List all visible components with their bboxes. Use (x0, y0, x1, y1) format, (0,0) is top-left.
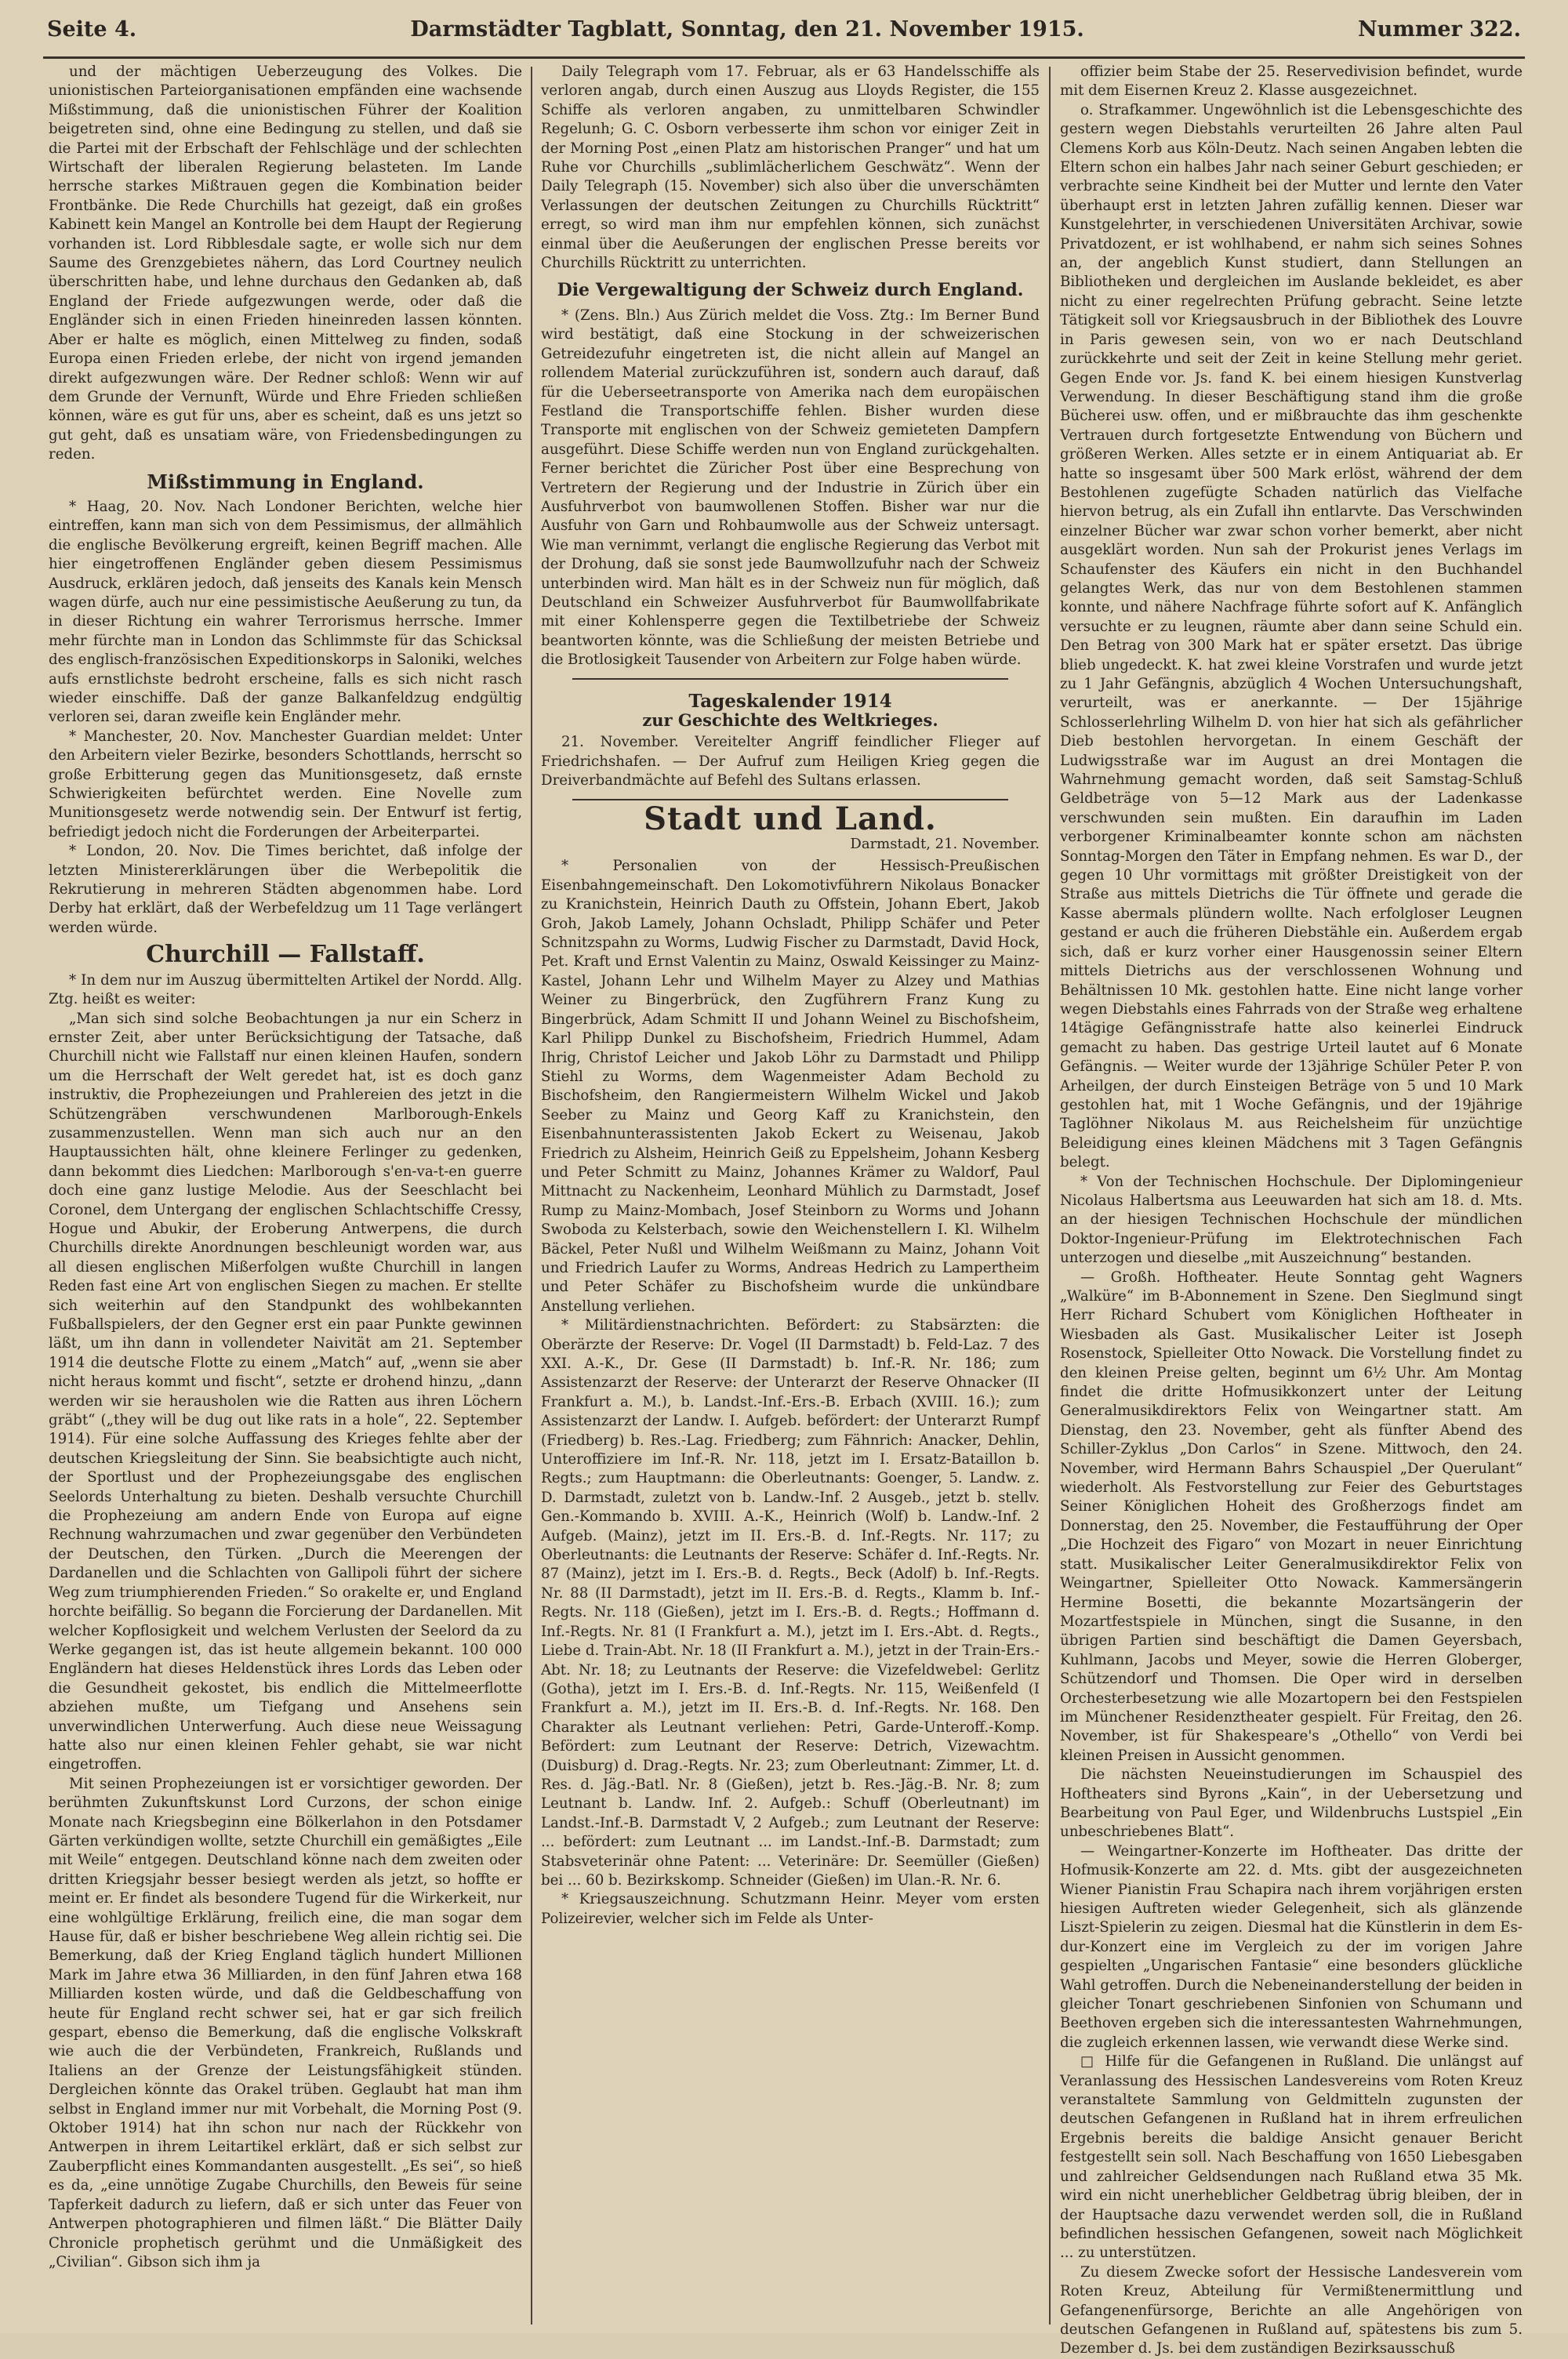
paragraph: * In dem nur im Auszug übermittelten Artikel der Nordd. Allg. Ztg. heißt es weiter: (49, 971, 522, 1008)
paragraph: Mit seinen Prophezeiungen ist er vorsichtiger geworden. Der berühmten Zukunftskunst Lord Curzons, der schon einige Monate nach Kriegsbeginn eine Bölkerlahon in den Potsdamer Gärten verkündigen wollte, setzte Churchill ein gemäßigtes „Eile mit Weile“ entgegen. Deutschland könne nach dem zweiten oder dritten Kriegsjahr besser besiegt werden als jetzt, so hoffte er meint er. Er findet als besondere Tugend für die Wirkerkeit, nur eine wohlgültige Erklärung, freilich eine, die man sogar dem Hause für, daß er bisher beschriebene Weg allein richtig sei. Die Bemerkung, daß der Krieg England täglich hundert Millionen Mark im Jahre etwa 36 Milliarden, in den fünf Jahren etwa 168 Milliarden kosten würde, und daß die Geldbeschaffung von heute für England recht schwer sei, hat er gar sich freilich gespart, ebenso die Bemerkung, daß die englische Volkskraft wie auch die der Verbündeten, Frankreich, Rußlands und Italiens an der Grenze der Leistungsfähigkeit stünden. Dergleichen könnte das Orakel trüben. Geglaubt hat man ihm selbst in England immer nur mit Vorbehalt, die Morning Post (9. Oktober 1914) hat ihn schon nur nach der Rückkehr von Antwerpen in ihrem Leitartikel erklärt, daß er sich selbst zur Zauberpflicht eines Kommandanten ausgestellt. „Es sei“, so hieß es da, „eine unnötige Zugabe Churchills, den Beweis für seine Tapferkeit dadurch zu liefern, daß er sich unter das Feuer von Antwerpen photographieren und filmen läßt.“ Die Blätter Daily Chronicle prophetisch gerühmt und die Unmäßigkeit des „Civilian“. Gibson sich ihm ja (49, 1775, 522, 2270)
paragraph: * Militärdienstnachrichten. Befördert: zu Stabsärzten: die Oberärzte der Reserve: Dr. Vogel (II Darmstadt) b. Feld-Laz. 7 des XXI. A.-K., Dr. Gese (II Darmstadt) b. Inf.-R. Nr. 186; zum Assistenzarzt der Reserve: der Unterarzt der Reserve Ohnacker (II Frankfurt a. M.), b. Landst.-Inf.-Ers.-B. Erbach (XVIII. 16.); zum Assistenzarzt der Landw. I. Aufgeb. befördert: der Unterarzt Rumpf (Friedberg) b. Res.-Lag. Friedberg; zum Fähnrich: Anacker, Dehlin, Unteroffiziere im Inf.-R. Nr. 118, jetzt im I. Ersatz-Bataillon b. Regts.; zum Hauptmann: die Oberleutnants: Goenger, 5. Landw. z. D. Darmstadt, zuletzt von b. Landw.-Inf. 2 Ausgeb., jetzt b. stellv. Gen.-Kommando b. XVIII. A.-K., Heinrich (Wolf) b. Landw.-Inf. 2 Aufgeb. (Mainz), jetzt im II. Ers.-B. d. Inf.-Regts. Nr. 117; zu Oberleutnants: die Leutnants der Reserve: Schäfer d. Inf.-Regts. Nr. 87 (Mainz), jetzt im I. Ers.-B. d. Regts., Beck (Adolf) b. Inf.-Regts. Nr. 88 (II Darmstadt), jetzt im II. Ers.-B. d. Regts., Klamm b. Inf.-Regts. Nr. 118 (Gießen), jetzt im I. Ers.-B. d. Regts.; Hoffmann d. Inf.-Regts. Nr. 81 (I Frankfurt a. M.), jetzt im I. Ers.-Abt. d. Regts., Liebe d. Train-Abt. Nr. 18 (II Frankfurt a. M.), jetzt in der Train-Ers.-Abt. Nr. 18; zu Leutnants der Reserve: die Vizefeldwebel: Gerlitz (Gotha), jetzt im I. Ers.-B. d. Inf.-Regts. Nr. 115, Weißenfeld (I Frankfurt a. M.), jetzt im II. Ers.-B. d. Inf.-Regts. Nr. 168. Den Charakter als Leutnant verliehen: Petri, Garde-Unteroff.-Komp. Befördert: zum Leutnant der Reserve: Detrich, Vizewachtm. (Duisburg) d. Drag.-Regts. Nr. 23; zum Oberleutnant: Zimmer, Lt. d. Res. d. Jäg.-Batl. Nr. 8 (Gießen), jetzt b. Res.-Jäg.-B. Nr. 8; zum Leutnant b. Landw. Inf. 2. Aufgeb.: Schuff (Oberleutnant) im Landst.-Inf.-B. Darmstadt V, 2 Aufgeb.; zum Leutnant der Reserve: ... befördert: zum Leutnant ... im Landst.-Inf.-B. Darmstadt; zum Stabsveterinär ohne Patent: ... Veterinäre: Dr. Seemüller (Gießen) bei ... 60 b. Bezirkskomp. Schneider (Gießen) im Ulan.-R. Nr. 6. (541, 1317, 1040, 1889)
paragraph: Die nächsten Neueinstudierungen im Schauspiel des Hoftheaters sind Byrons „Kain“, in der Uebersetzung und Bearbeitung von Paul Eger, und Wildenbruchs Lustspiel „Ein unbeschriebenes Blatt“. (1060, 1766, 1523, 1841)
paragraph: „Man sich sind solche Beobachtungen ja nur ein Scherz in ernster Zeit, aber unter Berücksichtigung der Tatsache, daß Churchill nicht wie Fallstaff nur einen kleinen Haufen, sondern um die Herrschaft der Welt geredet hat, ist es doch ganz instruktiv, die Prophezeiungen und Prahlereien des jetzt in die Schützengräben verschwundenen Marlborough-Enkels zusammenzustellen. Wenn man sich auch nur an den Hauptaussichten hält, ohne kleinere Ferlinger zu gedenken, dann bekommt dies Liedchen: Marlborough s'en-va-t-en guerre doch eine ganz lustige Melodie. Aus der Seeschlacht bei Coronel, dem Untergang der englischen Schlachtschiffe Cressy, Hogue und Abukir, der Eroberung Antwerpens, die durch Churchills direkte Anordnungen beschleunigt worden war, aus all diesen englischen Mißerfolgen wußte Churchill in langen Reden fast eine Art von englischen Siegen zu machen. Er stellte sich weiterhin auf den Standpunkt des wohlbekannten Fußballspielers, der den Gegner erst ein paar Punkte gewinnen läßt, um ihn dann in vollendeter Naivität am 21. September 1914 die deutsche Flotte zu einem „Match“ auf, „wenn sie aber nicht heraus kommt und fischt“, setzte er drohend hinzu, „dann werden wir sie herausholen wie die Ratten aus ihren Löchern gräbt“ („they will be dug out like rats in a hole“, 22. September 1914). Für eine solche Auffassung des Krieges fehlte aber der deutschen Kriegsleitung der Sinn. Sie beabsichtigte auch nicht, der Sportlust und der Prophezeiungsgabe des englischen Seelords Unterhaltung zu bieten. Deshalb versuchte Churchill die Prophezeiung am andern Ende von Europa auf eigne Rechnung wahrzumachen und zwar gegenüber den Verbündeten der Deutschen, den Türken. „Durch die Meerengen der Dardanellen und die Schlachten von Gallipoli führt der sichere Weg zum triumphierenden Frieden.“ So orakelte er, und England horchte beifällig. So begann die Forcierung der Dardanellen. Mit welcher Kopflosigkeit und welchem Verlusten der Seelord da zu Werke gegangen ist, das ist heute allgemein bekannt. 100 000 Engländern hat dieses Heldenstück ihres Lords das Leben oder die Gesundheit gekostet, bis endlich die Mittelmeerflotte abziehen mußte, um Tiefgang und Ansehens sein unverwindlichen Unterwerfung. Auch diese neue Weissagung hatte also nur einen kleinen Fehler gehabt, sie war nicht eingetroffen. (49, 1010, 522, 1773)
article-heading: Churchill — Fallstaff. (146, 941, 425, 969)
calendar-subtitle: zur Geschichte des Weltkrieges. (642, 710, 938, 730)
paragraph: * Haag, 20. Nov. Nach Londoner Berichten, welche hier eintreffen, kann man sich von dem Pessimismus, der allmählich die englische Bevölkerung ergreift, keinen Begriff machen. Alle hier eingetroffenen Engländer geben diesem Pessimismus Ausdruck, erklären jedoch, daß jenseits des Kanals kein Mensch wagen dürfe, auch nur eine pessimistische Aeußerung zu tun, da in dieser Richtung ein wahrer Terrorismus herrsche. Immer mehr fürchte man in London das Schlimmste für das Schicksal des englisch-französischen Expeditionskorps in Saloniki, welches aufs ernstlichste bedroht erscheine, falls es sich nicht rasch wieder einschiffe. Daß der ganze Balkanfeldzug endgültig verloren sei, daran zweifle kein Engländer mehr. (49, 498, 522, 726)
paragraph: □ Hilfe für die Gefangenen in Rußland. Die unlängst auf Veranlassung des Hessischen Landesvereins vom Roten Kreuz veranstaltete Sammlung von Geldmitteln zugunsten der deutschen Gefangenen in Rußland hat in ihrem erfreulichen Ergebnis bereits die baldige Ansicht genauer Bericht festgestellt sein soll. Nach Beschaffung von 1650 Liebesgaben und zahlreicher Geldsendungen nach Rußland etwa 35 Mk. wird ein nicht unerheblicher Geldbetrag übrig bleiben, der in der Hauptsache dazu verwendet werden soll, die in Rußland befindlichen hessischen Gefangenen, soweit nach Möglichkeit ... zu unterstützen. (1060, 2053, 1523, 2262)
masthead: Darmstädter Tagblatt, Sonntag, den 21. November 1915. (410, 17, 1084, 42)
paragraph: — Großh. Hoftheater. Heute Sonntag geht Wagners „Walküre“ im B-Abonnement in Szene. Den Sieglmund singt Herr Richard Schubert vom Königlichen Hoftheater in Wiesbaden als Gast. Musikalischer Leiter ist Joseph Rosenstock, Spielleiter Otto Nowack. Die Vorstellung findet zu den kleinen Preise gelten, beginnt um 6½ Uhr. Am Montag findet die dritte Hofmusikkonzert unter der Leitung Generalmusikdirektors Felix von Weingartner statt. Am Dienstag, den 23. November, geht als fünfter Abend des Schiller-Zyklus „Don Carlos“ in Szene. Mittwoch, den 24. November, wird Hermann Bahrs Schauspiel „Der Querulant“ wiederholt. Als Festvorstellung zur Feier des Geburtstages Seiner Königlichen Hoheit des Großherzogs findet am Donnerstag, den 25. November, die Festaufführung der Oper „Die Hochzeit des Figaro“ von Mozart in neuer Einrichtung statt. Musikalischer Leiter Generalmusikdirektor Felix von Weingartner, Spielleiter Otto Nowack. Kammersängerin Hermine Bosetti, die bekannte Mozartsängerin der Mozartfestspiele in München, singt die Susanne, in den übrigen Partien sind beschäftigt die Damen Geyersbach, Kuhlmann, Jacobs und Meyer, sowie die Herren Globerger, Schützendorf und Thomsen. Die Oper wird in derselben Orchesterbesetzung wie alle Mozartopern bei den Festspielen im Münchener Residenztheater gespielt. Für Freitag, den 26. November, ist für Shakespeare's „Othello“ von Verdi bei kleinen Preisen in Aussicht genommen. (1060, 1268, 1523, 1764)
issue-number: Nummer 322. (1357, 17, 1521, 42)
calendar-title: Tageskalender 1914 (688, 690, 892, 712)
paragraph: * Kriegsauszeichnung. Schutzmann Heinr. Meyer vom ersten Polizeirevier, welcher sich im Felde als Unter- (541, 1891, 1040, 1927)
column-1 (49, 63, 522, 2328)
paragraph: * London, 20. Nov. Die Times berichtet, daß infolge der letzten Ministererklärungen über die Werbepolitik die Rekrutierung in mehreren Städten abgenommen habe. Lord Derby hat erklärt, daß der Werbefeldzug um 11 Tage verlängert werden würde. (49, 843, 522, 936)
paragraph: offizier beim Stabe der 25. Reservedivision befindet, wurde mit dem Eisernen Kreuz 2. Klasse ausgezeichnet. (1060, 64, 1523, 100)
paragraph: 21. November. Vereitelter Angriff feindlicher Flieger auf Friedrichshafen. — Der Aufruf zum Heiligen Krieg gegen die Dreiverbandmächte auf Befehl des Sultans erlassen. (541, 734, 1040, 789)
article-heading: Mißstimmung in England. (147, 470, 424, 493)
daily-calendar (541, 692, 1040, 731)
column-divider (1049, 67, 1051, 2325)
header-rule (43, 56, 1525, 59)
section-title: Stadt und Land. (644, 800, 937, 837)
article-heading: Die Vergewaltigung der Schweiz durch England. (557, 280, 1024, 301)
paragraph: * Manchester, 20. Nov. Manchester Guardian meldet: Unter den Arbeitern vieler Bezirke, besonders Schottlands, herrscht so große Erbitterung gegen das Munitionsgesetz, daß ernste Schwierigkeiten befürchtet werden. Eine Novelle zum Munitionsgesetz werde notwendig sein. Der Entwurf ist fertig, befriedigt jedoch nicht die Forderungen der Arbeiterpartei. (49, 728, 522, 840)
section-rule (572, 678, 1008, 680)
dateline: Darmstadt, 21. November. (850, 836, 1040, 853)
column-divider (531, 67, 532, 2325)
paragraph: Daily Telegraph vom 17. Februar, als er 63 Handelsschiffe als verloren angab, durch einen Auszug aus Lloyds Register, die 155 Schiffe als verloren angaben, zu unmittelbaren Schwindler Regelunh; G. C. Osborn verbesserte ihm schon vor einiger Zeit in der Morning Post „einen Platz am historischen Pranger“ und hat um Ruhe vor Churchills „sublimlächerlichem Geschwätz“. Wenn der Daily Telegraph (15. November) sich also über die unverschämten Verlassungen der deutschen Zeitungen zu Churchills Rücktritt“ erregt, so wird man ihm nur empfehlen können, sich zunächst einmal über die Aeußerungen der englischen Presse bereits vor Churchills Rücktritt zu unterrichten. (541, 64, 1040, 272)
column-2 (541, 63, 1040, 2328)
page-header (47, 17, 1521, 56)
paragraph: * Personalien von der Hessisch-Preußischen Eisenbahngemeinschaft. Den Lokomotivführern Nikolaus Bonacker zu Kranichstein, Heinrich Dauth zu Offstein, Johann Ebert, Jakob Groh, Jakob Lamely, Johann Ochsladt, Philipp Schäfer und Peter Schnitzspahn zu Worms, Ludwig Fischer zu Darmstadt, David Hock, Pet. Kraft und Ernst Valentin zu Mainz, Oswald Keissinger zu Mainz-Kastel, Johann Lehr und Wilhelm Mayer zu Alzey und Mathias Weiner zu Bingerbrück, den Zugführern Franz Kung zu Bingerbrück, Adam Schmitt II und Johann Weinel zu Bischofsheim, Karl Philipp Dunkel zu Bischofsheim, Friedrich Hummel, Adam Ihrig, Christof Leicher und Jakob Löhr zu Darmstadt und Philipp Stiehl zu Worms, dem Wagenmeister Adam Bechold zu Bischofsheim, den Rangiermeistern Wilhelm Wickel und Jakob Seeber zu Mainz und Georg Kaff zu Kranichstein, den Eisenbahnunterassistenten Jakob Eckert zu Weisenau, Jakob Friedrich zu Alsheim, Heinrich Geiß zu Eppelsheim, Johann Kesberg und Peter Schmitt zu Mainz, Johannes Krämer zu Waldorf, Paul Mittnacht zu Nackenheim, Leonhard Mühlich zu Darmstadt, Josef Rump zu Mainz-Mombach, Josef Steinborn zu Worms und Johann Swoboda zu Kelsterbach, sowie den Weichenstellern I. Kl. Wilhelm Bäckel, Peter Nußl und Wilhelm Weißmann zu Mainz, Johann Voit und Friedrich Laufer zu Worms, Andreas Hedrich zu Lampertheim und Peter Schäfer zu Bischofsheim wurde die unkündbare Anstellung verliehen. (541, 858, 1040, 1315)
paragraph: o. Strafkammer. Ungewöhnlich ist die Lebensgeschichte des gestern wegen Diebstahls verurteilten 26 Jahre alten Paul Clemens Korb aus Köln-Deutz. Nach seinen Angaben lebten die Eltern schon ein halbes Jahr nach seiner Geburt geschieden; er verbrachte seine Kindheit bei der Mutter und lernte den Vater überhaupt erst in letzten Jahren zufällig kennen. Dieser war Kunstgelehrter, in verschiedenen Universitäten Archivar, sowie Privatdozent, er ist wohlhabend, er nahm sich seines Sohnes an, der angeblich Kunst studiert, dann Stellungen an Bibliotheken und dergleichen im Auslande bekleidet, es aber nicht zu einer regelrechten Prüfung gebracht. Seine letzte Tätigkeit soll vor Kriegsausbruch in der Bibliothek des Louvre in Paris gewesen sein, von wo er nach Deutschland zurückkehrte und seit der Zeit in keine Stellung mehr geriet. Gegen Ende vor. Js. fand K. bei einem hiesigen Kunstverlag Verwendung. In dieser Beschäftigung stand ihm die große Bücherei usw. offen, und er mißbrauchte das ihm geschenkte Vertrauen durch fortgesetzte Entwendung von Büchern und größeren Werken. Alles setzte er in einem Antiquariat ab. Er hatte so insgesamt über 500 Mark erlöst, während der dem Bestohlenen zugefügte Schaden natürlich das Vielfache hiervon betrug, als ein Zufall ihn entlarvte. Das Verschwinden einzelner Bücher war zwar schon vorher bemerkt, aber nicht ausgeklärt worden. Nun sah der Prokurist jenes Verlags im Schaufenster des Käufers ein nicht in den Buchhandel gelangtes Werk, das nur von dem Bestohlenen stammen konnte, und nähere Nachfrage führte sofort auf K. Anfänglich versuchte er zu leugnen, räumte aber dann seine Schuld ein. Den Betrag von 300 Mark hat er später ersetzt. Das übrige blieb ungedeckt. K. hat zwei kleine Vorstrafen und wurde jetzt zu 1 Jahr Gefängnis, abzüglich 4 Wochen Untersuchungshaft, verurteilt, was er anerkannte. — Der 15jährige Schlosserlehrling Wilhelm D. von hier hat sich als gefährlicher Dieb bestohlen hervorgetan. In einem Geschäft der Ludwigsstraße war im August an drei Montagen die Wahrnehmung gemacht worden, daß seit Samstag-Schluß Geldbeträge von 5—12 Mark aus der Ladenkasse verschwunden sein mußten. Ein daraufhin im Laden verborgener Kriminalbeamter konnte schon am nächsten Sonntag-Morgen den Täter in Empfang nehmen. Es war D., der gegen 10 Uhr vormittags mit größter Dreistigkeit von der Straße aus mittels Dietrichs die Tür öffnete und gerade die Kasse abermals plündern wollte. Nach erfolgloser Leugnen gestand er auch die früheren Diebstähle ein. Außerdem ergab sich, daß er kurz vorher einer Hausgenossin seiner Eltern mittels Dietrichs aus der verschlossenen Wohnung und Behältnissen 10 Mk. gestohlen hatte. Eine nicht lange vorher wegen Diebstahls eines Fahrrads von der Straße weg erhaltene 14tägige Gefängnisstrafe hatte also keinerlei Eindruck gemacht zu haben. Das gestrige Urteil lautet auf 6 Monate Gefängnis. — Weiter wurde der 13jährige Schüler Peter P. von Arheilgen, der durch Einsteigen Beträge von 5 und 10 Mark gestohlen hat, mit 1 Woche Gefängnis, und der 19jährige Taglöhner Nikolaus M. aus Reichelsheim für unzüchtige Beleidigung eines kleinen Mädchens mit 3 Tagen Gefängnis belegt. (1060, 101, 1523, 1171)
paragraph: und der mächtigen Ueberzeugung des Volkes. Die unionistischen Parteiorganisationen empfänden eine wachsende Mißstimmung, daß die unionistischen Führer der Koalition beigetreten sind, ohne eine Bedingung zu stellen, und daß sie die Partei mit der Erbschaft der Fehlschläge und der schlechten Wirtschaft der liberalen Regierung belasteten. Im Lande herrsche starkes Mißtrauen gegen die Kombination beider Frontbänke. Die Rede Churchills hat gezeigt, daß ein großes Kabinett kein Mangel an Kontrolle bei dem Haupt der Regierung vorhanden ist. Lord Ribblesdale sagte, er wolle sich nur dem Saume des Grenzgebietes nähern, das Lord Courtney neulich überschritten habe, und lehne durchaus den Gedanken ab, daß England der Friede aufgezwungen werde, oder daß die Engländer sich in einen Frieden hineinreden lassen könnten. Aber er halte es möglich, einen Mittelweg zu finden, sodaß Europa einen Frieden erlebe, der nicht von irgend jemanden direkt aufgezwungen wäre. Der Redner schloß: Wenn wir auf dem Grunde der Vernunft, Würde und Ehre Frieden schließen können, wäre es gut für uns, aber es scheint, daß es uns jetzt so gut geht, daß es unsatiam wäre, von Friedensbedingungen zu reden. (49, 64, 522, 463)
paragraph: * (Zens. Bln.) Aus Zürich meldet die Voss. Ztg.: Im Berner Bund wird bestätigt, daß eine Stockung in der schweizerischen Getreidezufuhr eingetreten ist, die nicht allein auf Mangel an rollendem Material zurückzuführen ist, sondern auch darauf, daß für die Ueberseetransporte von Amerika nach dem europäischen Festland die Transportschiffe fehlen. Bisher wurden diese Transporte mit englischen von der Schweiz gemieteten Dampfern ausgeführt. Diese Schiffe werden nun von England zurückgehalten. Ferner berichtet die Züricher Post über eine Besprechung von Vertretern der Regierung und der Industrie in Zürich über ein Ausfuhrverbot von baumwollenen Stoffen. Bisher war nur die Ausfuhr von Garn und Rohbaumwolle aus der Schweiz untersagt. Wie man vernimmt, verlangt die englische Regierung das Verbot mit der Drohung, daß sie sonst jede Baumwollzufuhr nach der Schweiz unterbinden wird. Man hält es in der Schweiz nun für möglich, daß Deutschland ein Schweizer Ausfuhrverbot für Baumwollfabrikate mit einer Kohlensperre gegen die Textilbetriebe der Schweiz beantworten könnte, was die Schließung der meisten Betriebe und die Brotlosigkeit Tausender von Arbeitern zur Folge haben würde. (541, 307, 1040, 669)
column-3 (1060, 63, 1523, 2357)
page-number: Seite 4. (47, 17, 137, 42)
paragraph: Zu diesem Zwecke sofort der Hessische Landesverein vom Roten Kreuz, Abteilung für Vermißtenermittlung und Gefangenenfürsorge, Berichte an alle Angehörigen von deutschen Gefangenen in Rußland auf, spätestens bis zum 5. Dezember d. Js. bei dem zuständigen Bezirksausschuß (1060, 2263, 1523, 2357)
paragraph: * Von der Technischen Hochschule. Der Diplomingenieur Nicolaus Halbertsma aus Leeuwarden hat sich am 18. d. Mts. an der hiesigen Technischen Hochschule der mündlichen Doktor-Ingenieur-Prüfung im Elektrotechnischen Fach unterzogen und dieselbe „mit Auszeichnung“ bestanden. (1060, 1173, 1523, 1267)
paragraph: — Weingartner-Konzerte im Hoftheater. Das dritte der Hofmusik-Konzerte am 22. d. Mts. gibt der ausgezeichneten Wiener Pianistin Frau Schapira nach ihrem vorjährigen ersten hiesigen Auftreten wieder Gelegenheit, sich als glänzende Liszt-Spielerin zu zeigen. Diesmal hat die Künstlerin in dem Es-dur-Konzert eine im Vergleich zu der im vorigen Jahre gespielten „Ungarischen Fantasie“ eine besonders glückliche Wahl getroffen. Durch die Nebeneinanderstellung der beiden in gleicher Tonart geschriebenen Sinfonien von Schumann und Beethoven ergeben sich die interessantesten Wahrnehmungen, die zugleich erkennen lassen, wie verwandt diese Werke sind. (1060, 1842, 1523, 2051)
